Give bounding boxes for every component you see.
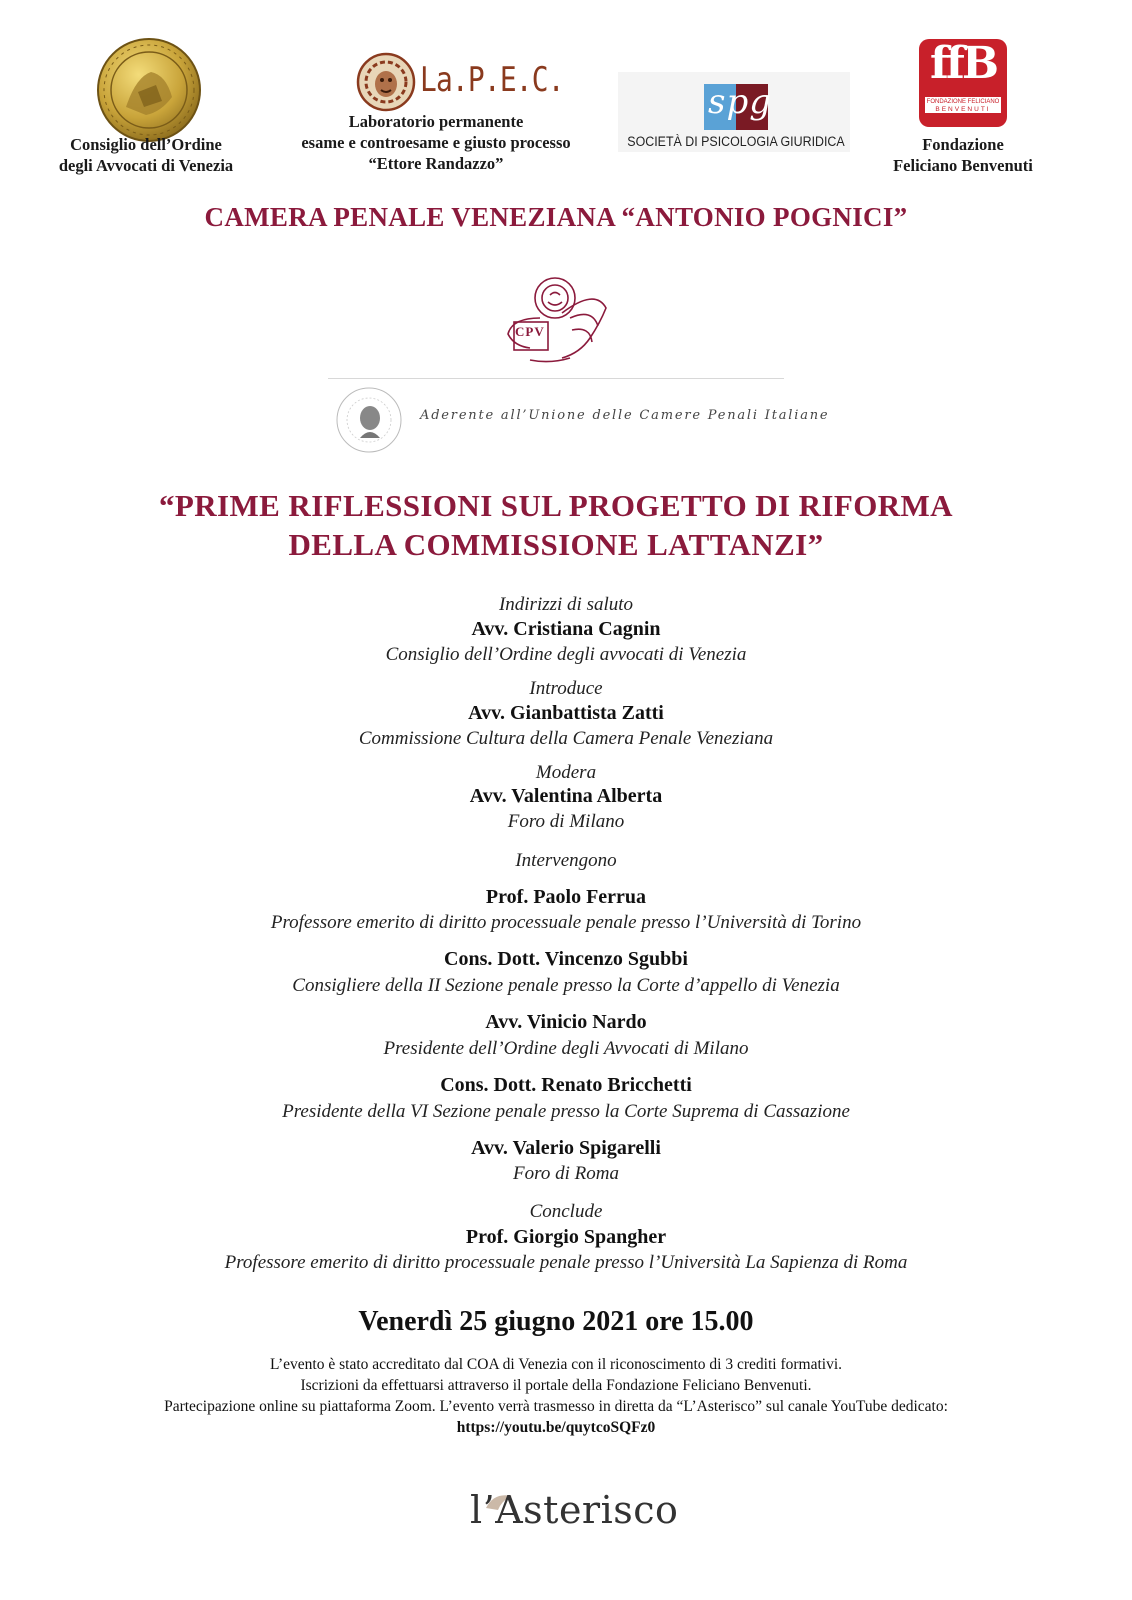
speaker-desc: Foro di Roma — [513, 1163, 619, 1184]
modera-role: Modera — [535, 762, 597, 783]
footer-streaming: Partecipazione online su piattaforma Zoom. L’evento verrà trasmesso in diretta da “L’Asterisco” sul canale YouTube dedicato: — [164, 1398, 948, 1415]
asterisco-logo: l’Asterisco — [470, 1488, 679, 1532]
speaker-name: Cons. Dott. Renato Bricchetti — [440, 1074, 692, 1096]
lapec-caption-line2: esame e controesame e giusto processo — [301, 133, 571, 152]
youtube-link[interactable]: https://youtu.be/quytcoSQFz0 — [456, 1419, 656, 1436]
ffb-logo-subtitle-2: BENVENUTI — [935, 106, 991, 113]
saluto-desc: Consiglio dell’Ordine degli avvocati di Venezia — [385, 644, 747, 665]
footer-registration: Iscrizioni da effettuarsi attraverso il portale della Fondazione Feliciano Benvenuti. — [300, 1377, 812, 1394]
ffb-caption — [870, 134, 1056, 176]
speaker-name: Prof. Paolo Ferrua — [485, 886, 647, 908]
modera-name: Avv. Valentina Alberta — [469, 785, 663, 807]
spg-logo-letters: spg — [708, 82, 772, 122]
lapec-caption-line3: “Ettore Randazzo” — [368, 154, 504, 173]
coa-caption-line1: Consiglio dell’Ordine — [70, 135, 222, 154]
saluto-role: Indirizzi di saluto — [498, 594, 634, 615]
lapec-logo-text: La.P.E.C. — [420, 60, 564, 100]
footer-accreditation: L’evento è stato accreditato dal COA di Venezia con il riconoscimento di 3 crediti formativi. — [269, 1356, 843, 1373]
conclude-role: Conclude — [529, 1201, 603, 1222]
speaker-name: Avv. Valerio Spigarelli — [471, 1137, 661, 1159]
speaker-desc: Professore emerito di diritto processuale penale presso l’Università di Torino — [270, 912, 862, 933]
event-headline-line2: DELLA COMMISSIONE LATTANZI” — [288, 527, 824, 562]
intervengono-label: Intervengono — [515, 850, 617, 871]
intro-desc: Commissione Cultura della Camera Penale Veneziana — [358, 728, 774, 749]
ffb-logo-subtitle-1: FONDAZIONE FELICIANO — [926, 99, 1000, 105]
saluto-name: Avv. Cristiana Cagnin — [471, 618, 661, 640]
spg-caption: SOCIETÀ DI PSICOLOGIA GIURIDICA — [627, 134, 845, 149]
conclude-desc: Professore emerito di diritto processuale penale presso l’Università La Sapienza di Roma — [224, 1252, 908, 1273]
lapec-lion-icon — [356, 52, 416, 112]
organizer-title: CAMERA PENALE VENEZIANA “ANTONIO POGNICI” — [204, 202, 908, 232]
event-headline — [0, 486, 1112, 564]
footer-info — [0, 1354, 1112, 1438]
cpv-lion-emblem — [500, 268, 612, 368]
coa-caption — [30, 134, 262, 176]
speaker-desc: Consigliere della II Sezione penale presso la Corte d’appello di Venezia — [292, 975, 840, 996]
ucpi-seal — [326, 380, 412, 460]
ucpi-divider — [328, 378, 784, 379]
cpv-lion-emblem-letters: CPV — [515, 324, 545, 339]
intro-role: Introduce — [529, 678, 603, 699]
intro-name: Avv. Gianbattista Zatti — [468, 702, 664, 724]
ffb-caption-line1: Fondazione — [922, 135, 1004, 154]
lapec-caption-line1: Laboratorio permanente — [348, 112, 524, 131]
speaker-desc: Presidente della VI Sezione penale presso la Corte Suprema di Cassazione — [282, 1101, 850, 1122]
lapec-caption — [270, 111, 602, 174]
speaker-name: Cons. Dott. Vincenzo Sgubbi — [444, 948, 688, 970]
ffb-caption-line2: Feliciano Benvenuti — [893, 156, 1033, 175]
speaker-name: Avv. Vinicio Nardo — [485, 1011, 647, 1033]
event-date: Venerdì 25 giugno 2021 ore 15.00 — [358, 1306, 754, 1337]
ucpi-text: Aderente all’Unione delle Camere Penali Italiane — [420, 408, 830, 423]
event-headline-line1: “PRIME RIFLESSIONI SUL PROGETTO DI RIFORMA — [159, 488, 953, 523]
speaker-desc: Presidente dell’Ordine degli Avvocati di Milano — [383, 1038, 749, 1059]
coa-caption-line2: degli Avvocati di Venezia — [58, 156, 234, 175]
ffb-logo-letters: ffB — [929, 38, 997, 89]
modera-desc: Foro di Milano — [507, 811, 625, 832]
conclude-name: Prof. Giorgio Spangher — [465, 1226, 667, 1248]
coa-venezia-seal — [96, 37, 202, 143]
